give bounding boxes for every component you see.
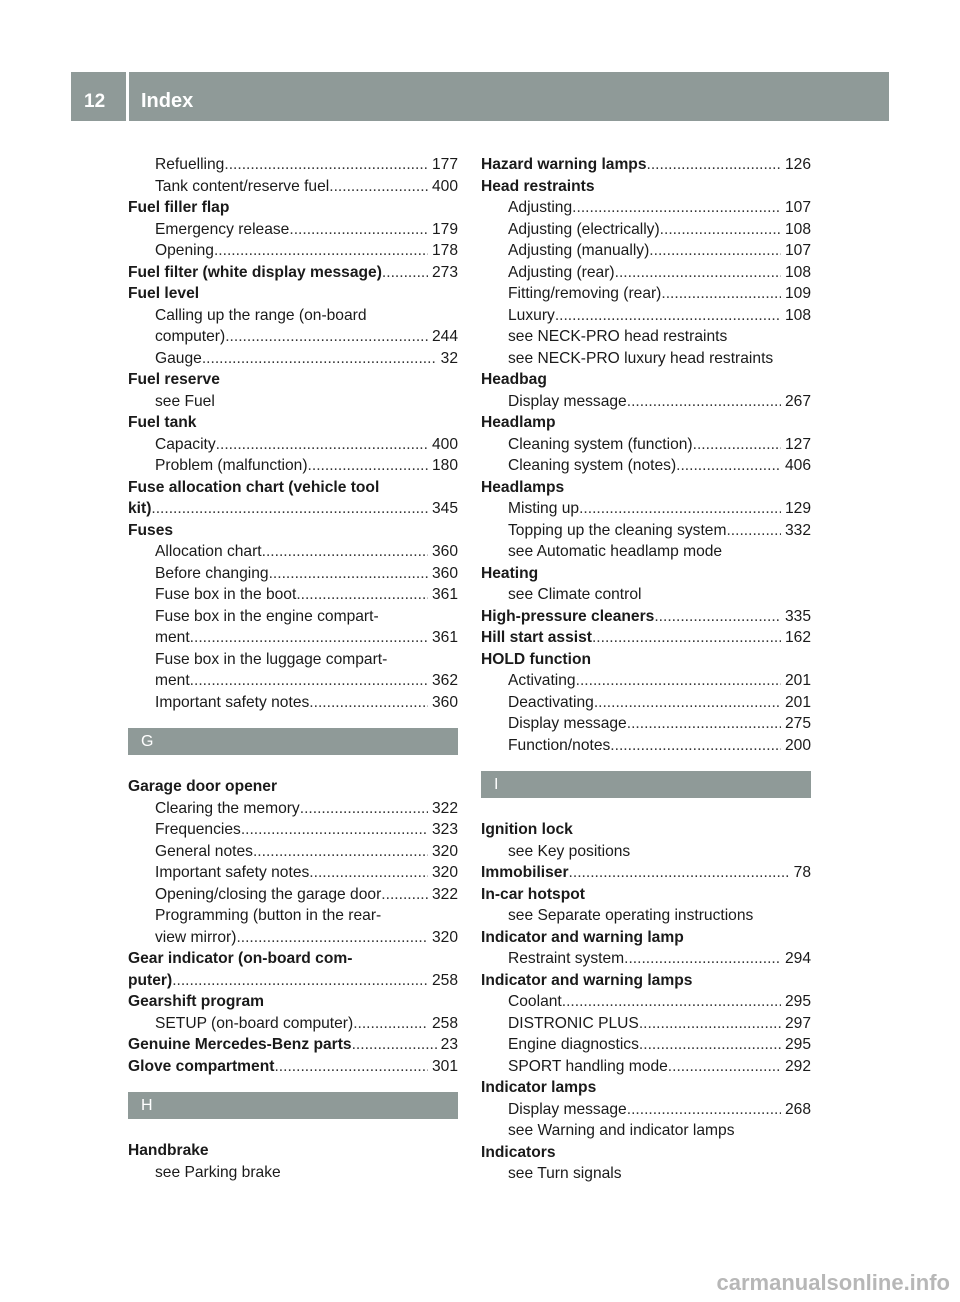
section-letter-i: I (481, 771, 811, 798)
entry-label: Immobiliser (481, 864, 569, 881)
index-subentry (128, 219, 458, 241)
index-subentry (481, 1099, 811, 1121)
index-subentry: Fuse box in the engine compart- (155, 607, 379, 625)
entry-label: Engine diagnostics (508, 1036, 639, 1053)
index-subentry (128, 434, 458, 456)
index-heading (481, 606, 811, 628)
index-subentry (481, 498, 811, 520)
dot-leader (627, 713, 781, 735)
index-heading: Indicator and warning lamps (481, 971, 693, 989)
index-subentry (128, 326, 458, 348)
page-reference: 362 (431, 672, 458, 689)
dot-leader (329, 176, 428, 198)
dot-leader (253, 841, 428, 863)
index-subentry (128, 348, 458, 370)
page-reference: 322 (431, 799, 458, 817)
index-subentry: see Fuel (155, 392, 215, 410)
index-subentry (481, 520, 811, 542)
page-reference: 23 (440, 1036, 458, 1053)
dot-leader (579, 498, 781, 520)
entry-label: SETUP (on-board computer) (155, 1014, 354, 1032)
index-subentry (128, 154, 458, 176)
index-subentry: Fuse box in the luggage compart- (155, 650, 388, 668)
dot-leader (214, 240, 428, 262)
section-letter-g: G (128, 728, 458, 755)
page-title: Index (141, 90, 194, 112)
dot-leader (660, 219, 781, 241)
header-bar (71, 72, 889, 121)
index-subentry (128, 541, 458, 563)
entry-label: puter) (128, 971, 173, 989)
index-heading: Fuel level (128, 285, 200, 302)
entry-label: Opening (155, 242, 214, 259)
entry-label: Activating (508, 672, 576, 689)
entry-label: Adjusting (manually) (508, 242, 650, 259)
dot-leader (572, 197, 781, 219)
dot-leader (225, 326, 428, 348)
index-heading: Indicator and warning lamp (481, 928, 684, 946)
page-reference: 177 (431, 156, 458, 173)
index-heading: Fuse allocation chart (vehicle tool (128, 478, 380, 496)
index-subentry: see Automatic headlamp mode (508, 543, 723, 560)
index-subentry (481, 948, 811, 970)
dot-leader (639, 1034, 781, 1056)
page-reference: 295 (784, 1036, 811, 1053)
page-reference: 406 (784, 457, 811, 474)
index-heading: Gear indicator (on-board com- (128, 950, 353, 967)
page-reference: 201 (784, 672, 811, 689)
entry-label: DISTRONIC PLUS (508, 1014, 639, 1032)
dot-leader (172, 970, 428, 992)
index-heading: Fuel tank (128, 414, 197, 431)
index-subentry: see Turn signals (508, 1165, 622, 1182)
page-reference: 323 (431, 821, 458, 838)
entry-label: ment (155, 629, 190, 646)
page-reference: 332 (784, 521, 811, 539)
header-divider (126, 72, 129, 121)
entry-label: Fuel filter (white display message) (128, 263, 382, 281)
page-reference: 361 (431, 586, 458, 603)
page-number: 12 (84, 91, 106, 112)
index-subentry (128, 670, 458, 692)
index-column-right (481, 154, 811, 1185)
dot-leader (190, 627, 428, 649)
dot-leader (649, 240, 781, 262)
dot-leader (562, 991, 781, 1013)
index-subentry (128, 692, 458, 714)
index-heading: HOLD function (481, 650, 592, 668)
entry-label: Clearing the memory (155, 799, 300, 817)
index-subentry (128, 627, 458, 649)
index-heading: Indicator lamps (481, 1079, 597, 1096)
page-reference: 258 (431, 971, 458, 989)
index-subentry: see Parking brake (155, 1163, 281, 1181)
page-reference: 179 (431, 220, 458, 238)
entry-label: High-pressure cleaners (481, 607, 655, 625)
entry-label: Hill start assist (481, 629, 592, 646)
page-reference: 126 (784, 156, 811, 173)
entry-label: view mirror) (155, 928, 237, 946)
entry-label: Important safety notes (155, 864, 310, 881)
entry-label: Luxury (508, 306, 555, 324)
page-reference: 360 (431, 693, 458, 711)
page-reference: 258 (431, 1014, 458, 1032)
index-subentry: see Climate control (508, 586, 642, 603)
entry-label: Important safety notes (155, 693, 310, 711)
index-subentry: see NECK-PRO luxury head restraints (508, 349, 774, 367)
index-subentry: see NECK-PRO head restraints (508, 328, 728, 345)
page-reference: 32 (440, 349, 458, 367)
page-reference: 297 (784, 1014, 811, 1032)
index-heading (128, 1056, 458, 1078)
dot-leader (309, 692, 428, 714)
entry-label: Adjusting (rear) (508, 263, 615, 281)
page-reference: 400 (431, 435, 458, 453)
dot-leader (569, 862, 790, 884)
page-reference: 200 (784, 736, 811, 754)
page-reference: 295 (784, 993, 811, 1010)
index-heading (481, 154, 811, 176)
index-subentry: see Separate operating instructions (508, 907, 754, 924)
index-heading: Ignition lock (481, 821, 573, 838)
index-subentry (481, 262, 811, 284)
dot-leader (202, 348, 437, 370)
index-subentry (481, 670, 811, 692)
entry-label: kit) (128, 500, 152, 517)
index-heading: Indicators (481, 1143, 556, 1161)
index-heading (128, 1034, 458, 1056)
entry-label: Tank content/reserve fuel (155, 177, 330, 195)
entry-label: Misting up (508, 500, 580, 517)
dot-leader (647, 154, 781, 176)
page-reference: 201 (784, 693, 811, 711)
index-subentry (481, 434, 811, 456)
entry-label: Restraint system (508, 950, 625, 967)
index-subentry (128, 819, 458, 841)
page-reference: 292 (784, 1057, 811, 1075)
page-reference: 107 (784, 242, 811, 259)
dot-leader (151, 498, 428, 520)
entry-label: Display message (508, 1100, 627, 1118)
page-reference: 360 (431, 543, 458, 560)
entry-label: Gauge (155, 349, 202, 367)
index-heading (128, 262, 458, 284)
index-heading (128, 970, 458, 992)
index-subentry (128, 841, 458, 863)
page-reference: 78 (793, 864, 811, 881)
entry-label: Emergency release (155, 220, 290, 238)
page-reference: 244 (431, 328, 458, 345)
dot-leader (627, 391, 781, 413)
dot-leader (576, 670, 781, 692)
page-reference: 127 (784, 435, 811, 453)
page-reference: 335 (784, 607, 811, 625)
page-reference: 108 (784, 306, 811, 324)
entry-label: Adjusting (508, 199, 573, 216)
entry-label: Glove compartment (128, 1057, 275, 1075)
entry-label: Display message (508, 392, 627, 410)
dot-leader (300, 798, 428, 820)
index-subentry (128, 1013, 458, 1035)
dot-leader (693, 434, 781, 456)
index-subentry: Programming (button in the rear- (155, 907, 382, 924)
index-subentry (128, 176, 458, 198)
index-heading: Fuel reserve (128, 371, 220, 388)
page-reference: 268 (784, 1100, 811, 1118)
index-subentry (128, 862, 458, 884)
dot-leader (353, 1013, 428, 1035)
entry-label: SPORT handling mode (508, 1057, 668, 1075)
page-reference: 320 (431, 928, 458, 946)
entry-label: Allocation chart (155, 543, 262, 560)
index-subentry (481, 305, 811, 327)
index-subentry: see Warning and indicator lamps (508, 1122, 735, 1139)
entry-label: Opening/closing the garage door (155, 885, 382, 903)
entry-label: Capacity (155, 435, 216, 453)
dot-leader (592, 627, 781, 649)
dot-leader (289, 219, 428, 241)
entry-label: General notes (155, 842, 253, 860)
page-reference: 267 (784, 392, 811, 410)
page-reference: 360 (431, 564, 458, 582)
dot-leader (296, 584, 428, 606)
dot-leader (676, 455, 781, 477)
page-reference: 275 (784, 715, 811, 732)
index-heading: Garage door opener (128, 778, 278, 795)
page-reference: 320 (431, 842, 458, 860)
entry-label: Fuse box in the boot (155, 586, 297, 603)
index-subentry (128, 455, 458, 477)
page-reference: 301 (431, 1057, 458, 1075)
index-heading: Fuses (128, 521, 174, 539)
page-reference: 162 (784, 629, 811, 646)
page-reference: 108 (784, 220, 811, 238)
page-reference: 108 (784, 263, 811, 281)
dot-leader (726, 520, 781, 542)
dot-leader (308, 455, 428, 477)
page-reference: 180 (431, 457, 458, 474)
index-heading (481, 627, 811, 649)
index-subentry (481, 692, 811, 714)
entry-label: Cleaning system (notes) (508, 457, 677, 474)
dot-leader (236, 927, 428, 949)
dot-leader (269, 563, 428, 585)
index-subentry (481, 455, 811, 477)
index-subentry (481, 1013, 811, 1035)
dot-leader (624, 948, 781, 970)
page-reference: 400 (431, 177, 458, 195)
page-reference: 322 (431, 885, 458, 903)
page-reference: 345 (431, 500, 458, 517)
entry-label: Cleaning system (function) (508, 435, 693, 453)
page-reference: 320 (431, 864, 458, 881)
dot-leader (382, 262, 428, 284)
index-heading: Heating (481, 564, 539, 582)
dot-leader (661, 283, 781, 305)
entry-label: Before changing (155, 564, 269, 582)
index-subentry (481, 219, 811, 241)
page-reference: 178 (431, 242, 458, 259)
dot-leader (262, 541, 428, 563)
index-subentry (128, 798, 458, 820)
index-subentry (481, 1056, 811, 1078)
index-subentry (481, 991, 811, 1013)
index-subentry (481, 1034, 811, 1056)
index-subentry (481, 283, 811, 305)
dot-leader (555, 305, 781, 327)
dot-leader (274, 1056, 428, 1078)
index-heading: Fuel filler flap (128, 199, 230, 216)
dot-leader (639, 1013, 781, 1035)
entry-label: Fitting/removing (rear) (508, 285, 662, 302)
entry-label: Deactivating (508, 693, 594, 711)
dot-leader (654, 606, 781, 628)
page-reference: 109 (784, 285, 811, 302)
index-subentry (481, 735, 811, 757)
dot-leader (381, 884, 428, 906)
entry-label: computer) (155, 328, 226, 345)
index-subentry (128, 240, 458, 262)
section-letter-h: H (128, 1092, 458, 1119)
index-subentry (481, 391, 811, 413)
dot-leader (309, 862, 428, 884)
watermark: carmanualsonline.info (716, 1270, 950, 1295)
index-heading: Headbag (481, 371, 547, 388)
index-subentry: see Key positions (508, 842, 631, 860)
dot-leader (668, 1056, 781, 1078)
index-column-left (128, 154, 458, 1183)
index-subentry (481, 713, 811, 735)
index-heading: In-car hotspot (481, 885, 585, 903)
page-reference: 273 (431, 263, 458, 281)
entry-label: Refuelling (155, 156, 225, 173)
index-subentry (128, 563, 458, 585)
entry-label: Problem (malfunction) (155, 457, 308, 474)
entry-label: Hazard warning lamps (481, 156, 647, 173)
entry-label: Genuine Mercedes-Benz parts (128, 1036, 352, 1053)
page-reference: 361 (431, 629, 458, 646)
dot-leader (216, 434, 428, 456)
entry-label: Adjusting (electrically) (508, 220, 660, 238)
dot-leader (594, 692, 781, 714)
entry-label: ment (155, 672, 190, 689)
index-heading: Head restraints (481, 177, 595, 195)
index-heading: Gearshift program (128, 993, 265, 1010)
index-subentry (481, 240, 811, 262)
index-subentry: Calling up the range (on-board (155, 306, 367, 324)
dot-leader (241, 819, 428, 841)
dot-leader (615, 262, 781, 284)
index-heading (128, 498, 458, 520)
index-heading: Headlamp (481, 414, 556, 431)
entry-label: Display message (508, 715, 627, 732)
index-heading: Headlamps (481, 478, 565, 496)
entry-label: Topping up the cleaning system (508, 521, 727, 539)
index-heading (481, 862, 811, 884)
index-subentry (128, 584, 458, 606)
entry-label: Frequencies (155, 821, 241, 838)
index-subentry (128, 927, 458, 949)
dot-leader (224, 154, 428, 176)
page-reference: 107 (784, 199, 811, 216)
dot-leader (190, 670, 428, 692)
dot-leader (610, 735, 781, 757)
index-heading: Handbrake (128, 1142, 209, 1159)
dot-leader (352, 1034, 437, 1056)
entry-label: Coolant (508, 993, 562, 1010)
page-reference: 294 (784, 950, 811, 967)
index-subentry (128, 884, 458, 906)
index-subentry (481, 197, 811, 219)
entry-label: Function/notes (508, 736, 611, 754)
page-reference: 129 (784, 500, 811, 517)
dot-leader (627, 1099, 781, 1121)
